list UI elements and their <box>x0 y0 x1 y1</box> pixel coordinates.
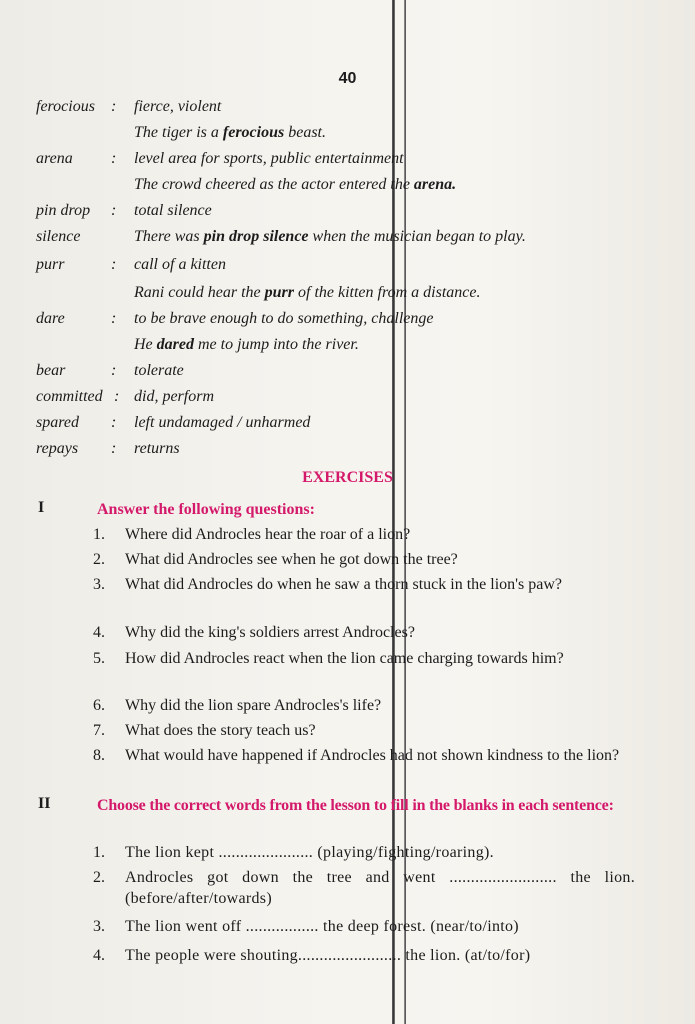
item-text: Androcles got down the tree and went ......................... the lion. (before/after/towards) <box>125 869 635 907</box>
item-number: 3. <box>93 918 105 935</box>
question-text: Why did the lion spare Androcles's life? <box>125 697 382 714</box>
question-text: Why did the king's soldiers arrest Androcles? <box>125 624 415 641</box>
vocabulary-example-keyword: pin drop silence <box>203 228 309 245</box>
vocabulary-row <box>0 146 695 172</box>
question-number: 6. <box>93 697 105 714</box>
vocabulary-row <box>0 94 695 120</box>
question-number: 7. <box>93 722 105 739</box>
vocabulary-row <box>0 384 695 410</box>
question-text: What does the story teach us? <box>125 722 316 739</box>
vocabulary-word: dare <box>36 310 65 327</box>
vocabulary-definition: Rani could hear the purr of the kitten from a distance. <box>134 284 481 301</box>
vocabulary-row <box>0 224 695 250</box>
vocabulary-word: purr <box>36 256 65 273</box>
vocabulary-colon: : <box>111 414 117 431</box>
vocabulary-example-keyword: arena. <box>413 176 457 193</box>
question-number: 1. <box>93 526 105 543</box>
vocabulary-row <box>0 306 695 332</box>
vocabulary-definition: The crowd cheered as the actor entered the arena. <box>134 176 457 193</box>
section-1-title: Answer the following questions: <box>97 501 315 518</box>
vocabulary-row <box>0 172 695 198</box>
vocabulary-definition: to be brave enough to do something, challenge <box>134 310 434 327</box>
vocabulary-example-keyword: ferocious <box>222 124 285 141</box>
question-text: What did Androcles see when he got down the tree? <box>125 551 458 568</box>
vocabulary-row <box>0 332 695 358</box>
vocabulary-word: arena <box>36 150 73 167</box>
question-text: Where did Androcles hear the roar of a lion? <box>125 526 411 543</box>
question-number: 5. <box>93 650 105 667</box>
vocabulary-word: silence <box>36 228 81 245</box>
vocabulary-definition: returns <box>134 440 180 457</box>
question-number: 4. <box>93 624 105 641</box>
vocabulary-colon: : <box>114 388 120 405</box>
vocabulary-colon: : <box>111 202 117 219</box>
vocabulary-example-keyword: dared <box>156 336 194 353</box>
vocabulary-definition: total silence <box>134 202 212 219</box>
section-2-number: II <box>38 795 51 812</box>
vocabulary-row <box>0 120 695 146</box>
vocabulary-word: spared <box>36 414 79 431</box>
vocabulary-definition: level area for sports, public entertainment <box>134 150 404 167</box>
vocabulary-row <box>0 410 695 436</box>
vocabulary-row <box>0 436 695 462</box>
section-1-number: I <box>38 499 45 516</box>
question-text: How did Androcles react when the lion came charging towards him? <box>125 650 564 667</box>
exercises-heading: EXERCISES <box>302 469 393 486</box>
vocabulary-word: repays <box>36 440 79 457</box>
vocabulary-definition: He dared me to jump into the river. <box>134 336 359 353</box>
section-2-title: Choose the correct words from the lesson to fill in the blanks in each sentence: <box>97 797 614 814</box>
vocabulary-colon: : <box>111 362 117 379</box>
question-text: What did Androcles do when he saw a thorn stuck in the lion's paw? <box>125 576 563 593</box>
vocabulary-definition: There was pin drop silence when the musician began to play. <box>134 228 526 245</box>
item-text: The lion kept ...................... (playing/fighting/roaring). <box>125 844 494 861</box>
vocabulary-row <box>0 358 695 384</box>
vocabulary-word: pin drop <box>36 202 91 219</box>
vocabulary-word: ferocious <box>36 98 95 115</box>
question-text: What would have happened if Androcles had not shown kindness to the lion? <box>125 747 620 764</box>
item-text: The lion went off ................. the deep forest. (near/to/into) <box>125 918 519 935</box>
vocabulary-colon: : <box>111 150 117 167</box>
question-number: 2. <box>93 551 105 568</box>
question-number: 8. <box>93 747 105 764</box>
vocabulary-colon: : <box>111 256 117 273</box>
question-number: 3. <box>93 576 105 593</box>
vocabulary-definition: left undamaged / unharmed <box>134 414 311 431</box>
item-number: 1. <box>93 844 105 861</box>
vocabulary-definition: did, perform <box>134 388 214 405</box>
vocabulary-colon: : <box>111 440 117 457</box>
item-text: The people were shouting........................ the lion. (at/to/for) <box>125 947 531 964</box>
vocabulary-definition: call of a kitten <box>134 256 226 273</box>
vocabulary-row <box>0 280 695 306</box>
vocabulary-definition: fierce, violent <box>134 98 222 115</box>
item-number: 4. <box>93 947 105 964</box>
vocabulary-definition: tolerate <box>134 362 184 379</box>
vocabulary-colon: : <box>111 310 117 327</box>
vocabulary-row <box>0 252 695 278</box>
vocabulary-word: bear <box>36 362 66 379</box>
vocabulary-example-keyword: purr <box>264 284 294 301</box>
vocabulary-word: committed <box>36 388 103 405</box>
vocabulary-colon: : <box>111 98 117 115</box>
vocabulary-row <box>0 198 695 224</box>
item-number: 2. <box>93 869 105 886</box>
page-number: 40 <box>338 70 357 87</box>
vocabulary-definition: The tiger is a ferocious beast. <box>134 124 326 141</box>
